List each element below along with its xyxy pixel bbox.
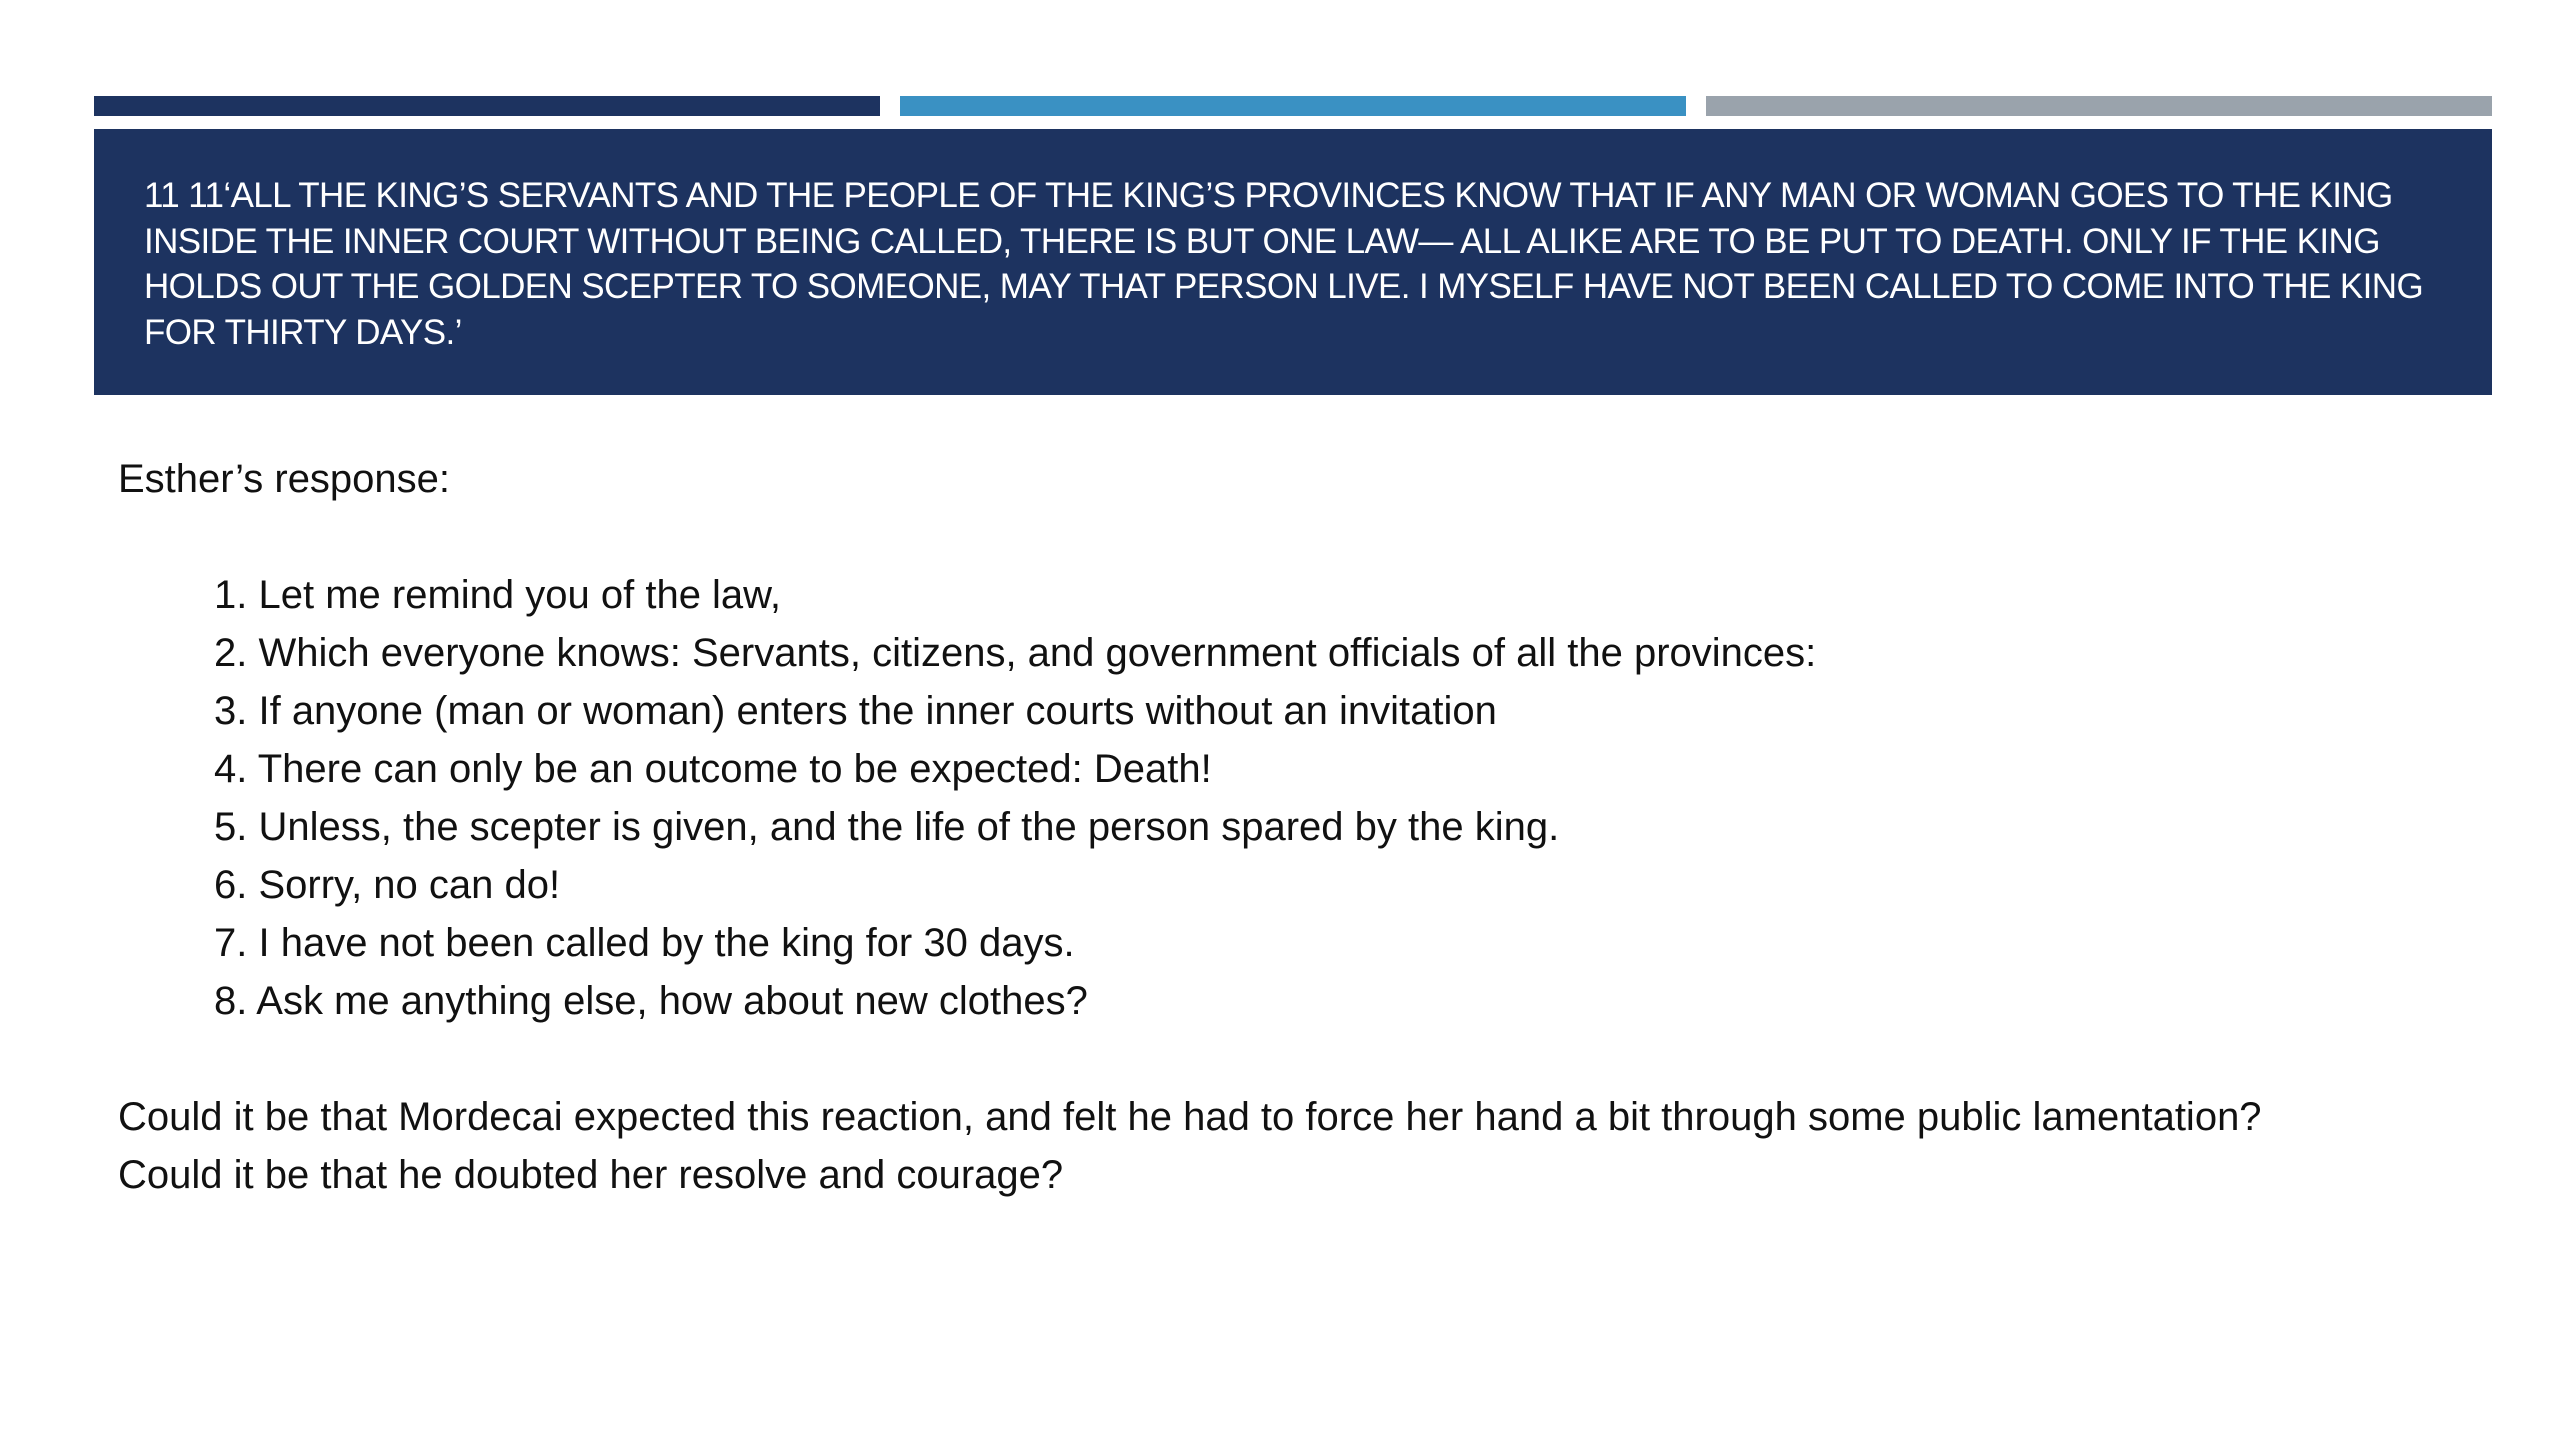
accent-bar-navy [94, 96, 880, 116]
closing-questions [118, 1088, 2538, 1204]
intro-text: Esther’s response: [118, 457, 451, 501]
list-item: 2. Which everyone knows: Servants, citizens, and government officials of all the provinces: [214, 631, 1817, 675]
title-banner [94, 129, 2492, 395]
closing-question: Could it be that he doubted her resolve and courage? [118, 1153, 1064, 1197]
list-item: 3. If anyone (man or woman) enters the inner courts without an invitation [214, 689, 1497, 733]
response-list [118, 566, 2538, 1030]
list-item: 5. Unless, the scepter is given, and the life of the person spared by the king. [214, 805, 1560, 849]
list-item: 6. Sorry, no can do! [214, 863, 561, 907]
list-item: 4. There can only be an outcome to be expected: Death! [214, 747, 1212, 791]
slide-title: 11 11‘ALL THE KING’S SERVANTS AND THE PEOPLE OF THE KING’S PROVINCES KNOW THAT IF ANY MAN OR WOMAN GOES TO THE KING INSIDE THE INNER COURT WITHOUT BEING CALLED, THERE IS BUT ONE LAW— ALL ALIKE ARE TO BE PUT TO DEATH. ONLY IF THE KING HOLDS OUT THE GOLDEN SCEPTER TO SOMEONE, MAY THAT PERSON LIVE. I MYSELF HAVE NOT BEEN CALLED TO COME INTO THE KING FOR THIRTY DAYS.’ [144, 176, 2424, 352]
slide-body [118, 450, 2538, 1204]
accent-bar-gray [1706, 96, 2492, 116]
list-item: 1. Let me remind you of the law, [214, 573, 781, 617]
list-item: 7. I have not been called by the king for 30 days. [214, 921, 1075, 965]
closing-question: Could it be that Mordecai expected this reaction, and felt he had to force her hand a bit through some public lamentation? [118, 1095, 2262, 1139]
accent-bar-blue [900, 96, 1686, 116]
list-item: 8. Ask me anything else, how about new clothes? [214, 979, 1088, 1023]
